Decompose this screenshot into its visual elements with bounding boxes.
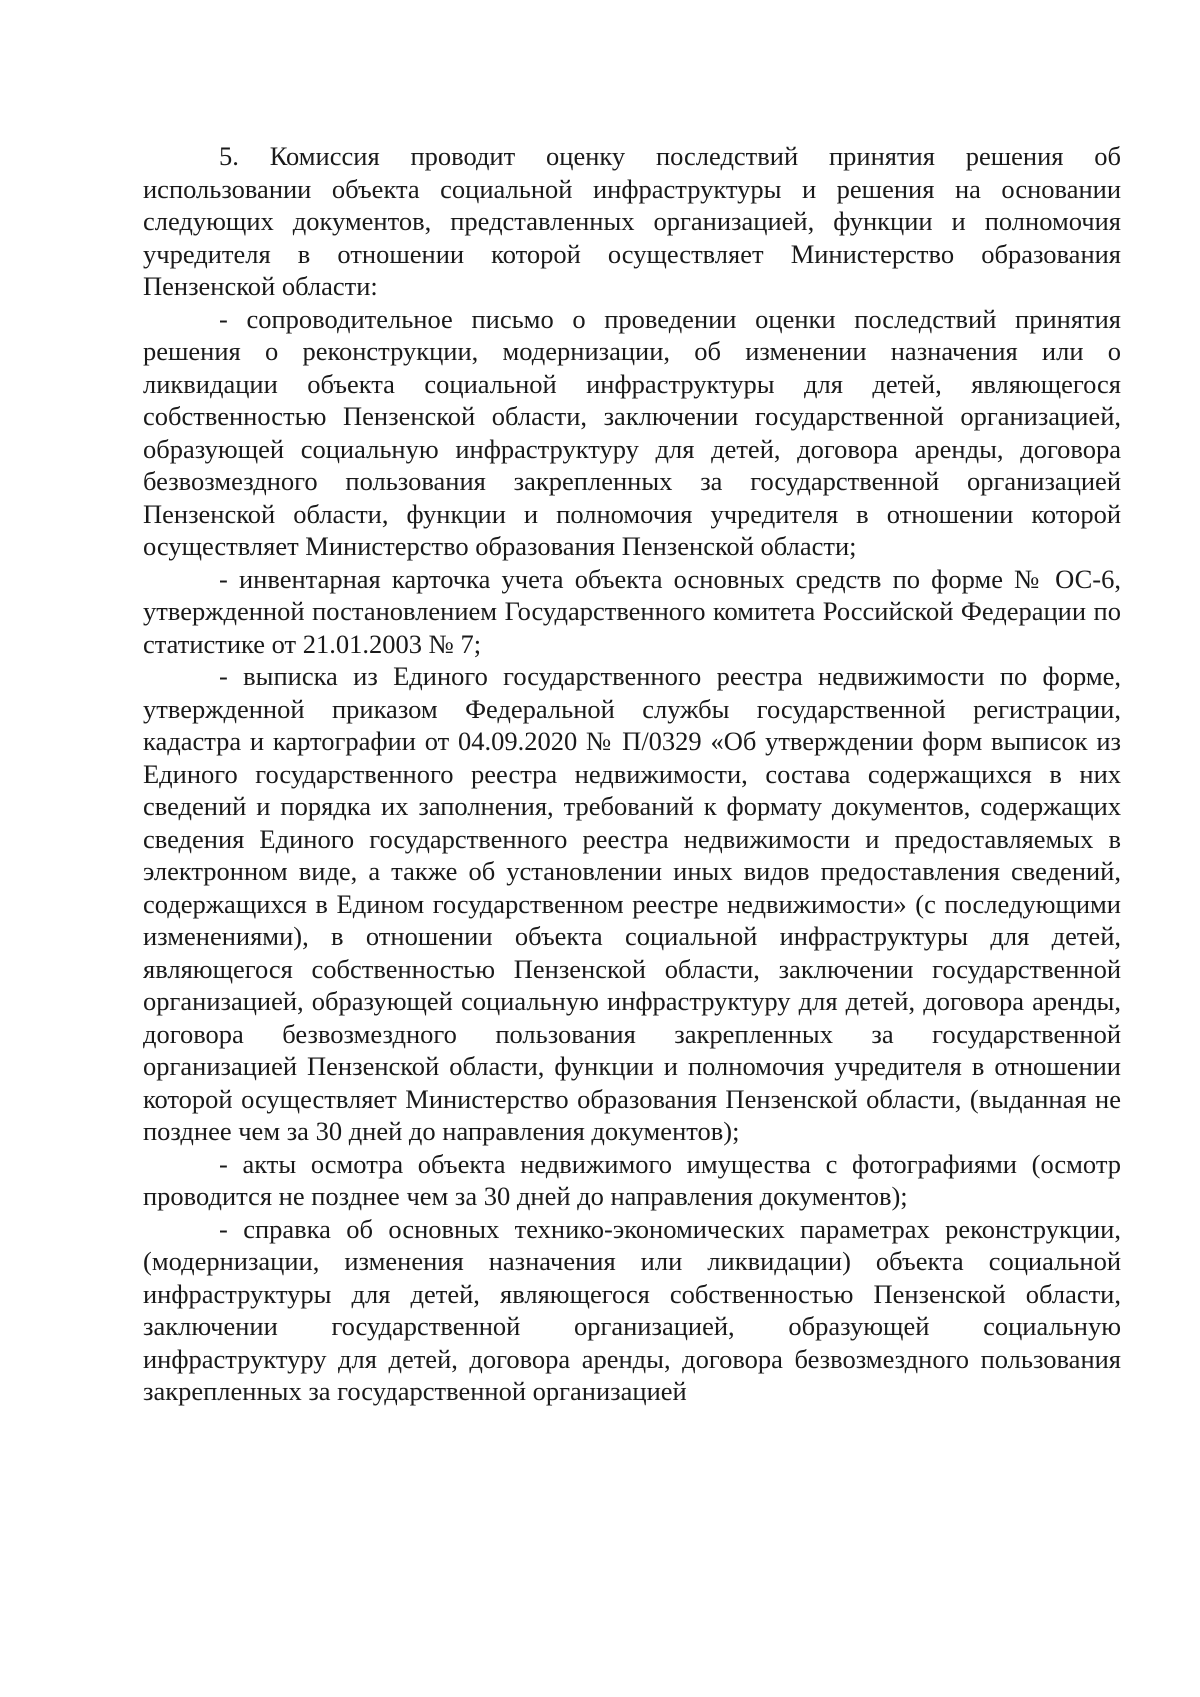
paragraph-registry-extract: - выписка из Единого государственного реестра недвижимости по форме, утвержденной приказом Федеральной службы государственной регистрации, кадастра и картографии от 04.09.2020 № П/0329 «Об утверждении форм выписок из Единого государственного реестра недвижимости, состава содержащихся в них сведений и порядка их заполнения, требований к формату документов, содержащих сведения Единого государственного реестра недвижимости и предоставляемых в электронном виде, а также об установлении иных видов предоставления сведений, содержащихся в Едином государственном реестре недвижимости» (с последующими изменениями), в отношении объекта социальной инфраструктуры для детей, являющегося собственностью Пензенской области, заключении государственной организацией, образующей социальную инфраструктуру для детей, договора аренды, договора безвозмездного пользования закрепленных за государственной организацией Пензенской области, функции и полномочия учредителя в отношении которой осуществляет Министерство образования Пензенской области, (выданная не позднее чем за 30 дней до направления документов);	[143, 661, 1121, 1146]
paragraph-inspection-acts: - акты осмотра объекта недвижимого имущества с фотографиями (осмотр проводится не позднее чем за 30 дней до направления документов);	[143, 1148, 1121, 1211]
paragraph-technical-reference: - справка об основных технико-экономических параметрах реконструкции, (модернизации, изменения назначения или ликвидации) объекта социальной инфраструктуры для детей, являющегося собственностью Пензенской области, заключении государственной организацией, образующей социальную инфраструктуру для детей, договора аренды, договора безвозмездного пользования закрепленных за государственной организацией	[143, 1213, 1121, 1406]
paragraph-inventory-card: - инвентарная карточка учета объекта основных средств по форме № ОС-6, утвержденной постановлением Государственного комитета Российской Федерации по статистике от 21.01.2003 № 7;	[143, 563, 1121, 659]
document-body	[143, 140, 1121, 1408]
paragraph-cover-letter: - сопроводительное письмо о проведении оценки последствий принятия решения о реконструкции, модернизации, об изменении назначения или о ликвидации объекта социальной инфраструктуры для детей, являющегося собственностью Пензенской области, заключении государственной организацией, образующей социальную инфраструктуру для детей, договора аренды, договора безвозмездного пользования закрепленных за государственной организацией Пензенской области, функции и полномочия учредителя в отношении которой осуществляет Министерство образования Пензенской области;	[143, 303, 1121, 561]
paragraph-commission-assessment: 5. Комиссия проводит оценку последствий принятия решения об использовании объекта социальной инфраструктуры и решения на основании следующих документов, представленных организацией, функции и полномочия учредителя в отношении которой осуществляет Министерство образования Пензенской области:	[143, 141, 1121, 301]
